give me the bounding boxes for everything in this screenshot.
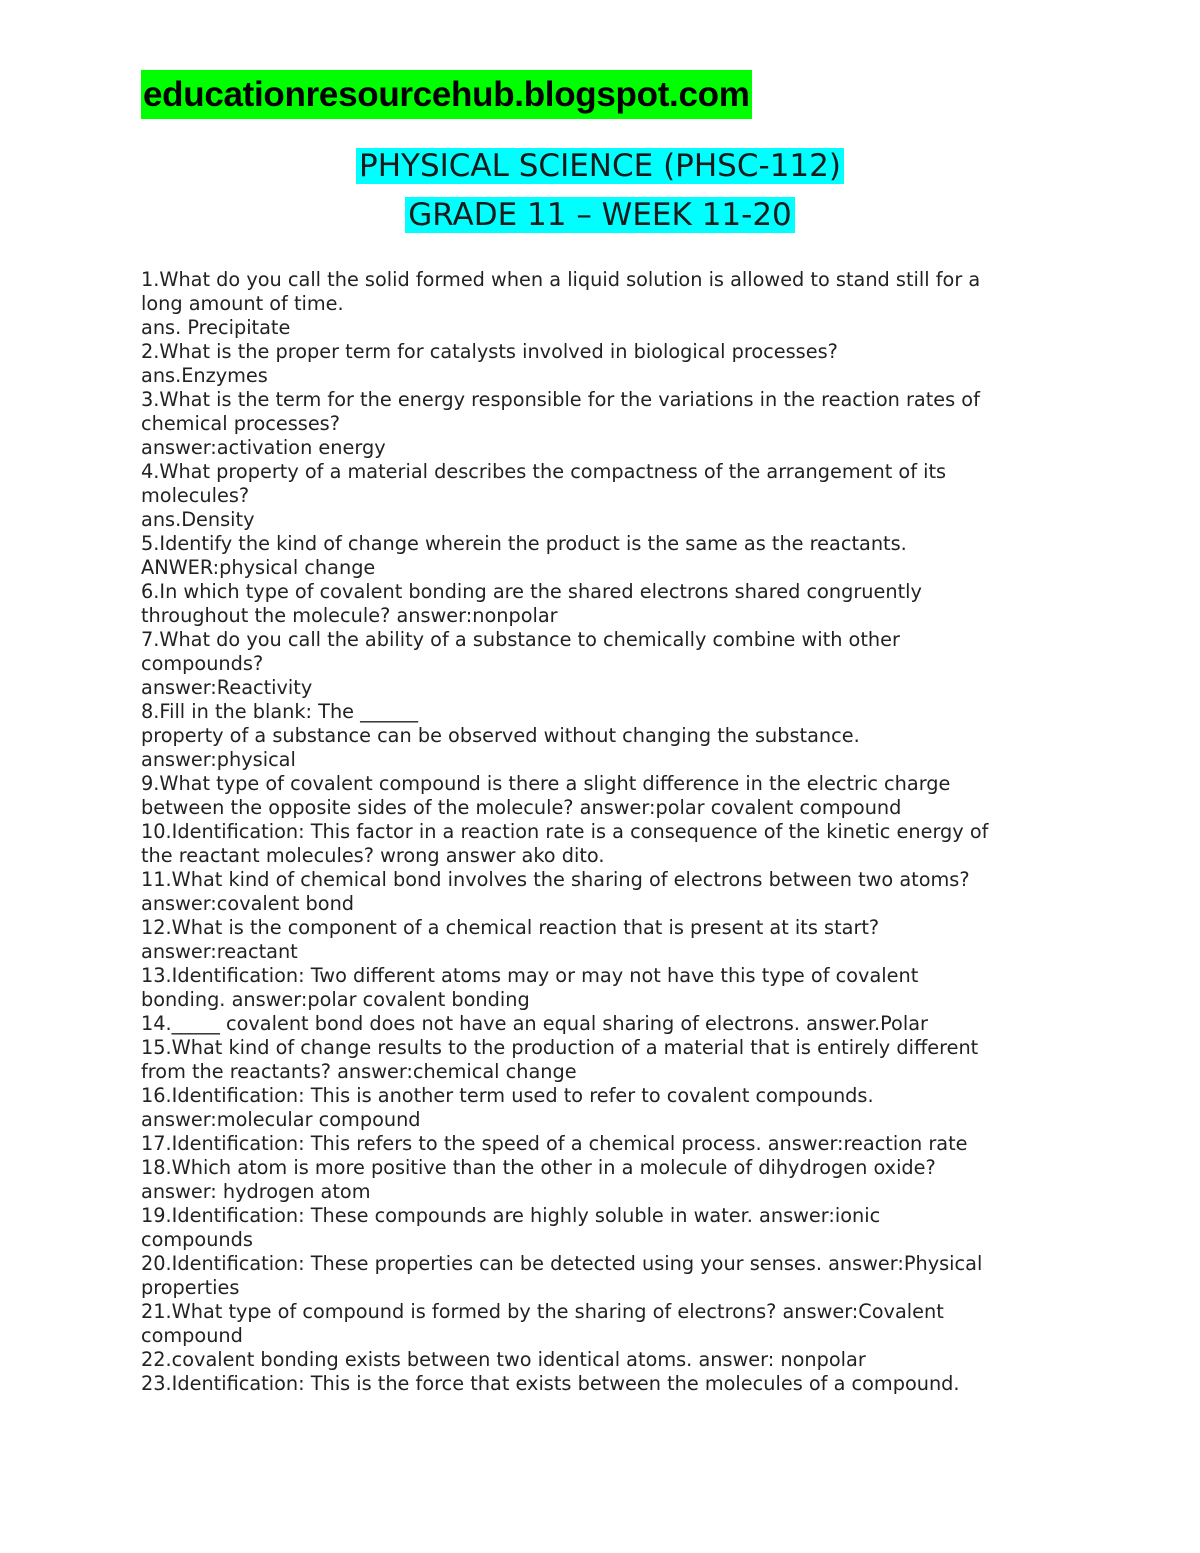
page-subtitle-text: GRADE 11 – WEEK 11-20	[405, 197, 795, 233]
text-line: compounds	[141, 1228, 253, 1251]
text-line: bonding. answer:polar covalent bonding	[141, 988, 530, 1011]
text-line: chemical processes?	[141, 412, 340, 435]
text-line: 9.What type of covalent compound is there a slight difference in the electric charge	[141, 772, 951, 795]
text-line: ans. Precipitate	[141, 316, 291, 339]
text-line: between the opposite sides of the molecule? answer:polar covalent compound	[141, 796, 902, 819]
text-line: answer:physical	[141, 748, 296, 771]
text-line: 7.What do you call the ability of a substance to chemically combine with other	[141, 628, 900, 651]
text-line: compound	[141, 1324, 243, 1347]
text-line: ANWER:physical change	[141, 556, 376, 579]
text-line: 22.covalent bonding exists between two identical atoms. answer: nonpolar	[141, 1348, 866, 1371]
text-line: 13.Identification: Two different atoms may or may not have this type of covalent	[141, 964, 919, 987]
text-line: 2.What is the proper term for catalysts involved in biological processes?	[141, 340, 838, 363]
text-line: 17.Identification: This refers to the speed of a chemical process. answer:reaction rate	[141, 1132, 968, 1155]
text-line: answer: hydrogen atom	[141, 1180, 371, 1203]
question-list	[141, 268, 1061, 1396]
text-line: molecules?	[141, 484, 250, 507]
text-line: 21.What type of compound is formed by the sharing of electrons? answer:Covalent	[141, 1300, 944, 1323]
text-line: 3.What is the term for the energy responsible for the variations in the reaction rates of	[141, 388, 980, 411]
text-line: 8.Fill in the blank: The ______	[141, 700, 419, 723]
text-line: property of a substance can be observed without changing the substance.	[141, 724, 860, 747]
text-line: 1.What do you call the solid formed when a liquid solution is allowed to stand still for a	[141, 268, 981, 291]
text-line: 20.Identification: These properties can be detected using your senses. answer:Physical	[141, 1252, 983, 1275]
page-subtitle	[0, 192, 1200, 238]
text-line: 19.Identification: These compounds are highly soluble in water. answer:ionic	[141, 1204, 881, 1227]
text-line: 12.What is the component of a chemical reaction that is present at its start?	[141, 916, 880, 939]
page-title-text: PHYSICAL SCIENCE (PHSC-112)	[356, 148, 844, 184]
text-line: answer:Reactivity	[141, 676, 313, 699]
site-url-banner: educationresourcehub.blogspot.com	[141, 70, 752, 119]
text-line: compounds?	[141, 652, 264, 675]
text-line: 15.What kind of change results to the production of a material that is entirely different	[141, 1036, 979, 1059]
text-line: throughout the molecule? answer:nonpolar	[141, 604, 558, 627]
text-line: 6.In which type of covalent bonding are the shared electrons shared congruently	[141, 580, 922, 603]
text-line: 4.What property of a material describes the compactness of the arrangement of its	[141, 460, 947, 483]
text-line: answer:reactant	[141, 940, 298, 963]
text-line: ans.Density	[141, 508, 255, 531]
text-line: 5.Identify the kind of change wherein the product is the same as the reactants.	[141, 532, 907, 555]
text-line: 14._____ covalent bond does not have an equal sharing of electrons. answer.Polar	[141, 1012, 928, 1035]
text-line: answer:covalent bond	[141, 892, 355, 915]
text-line: 10.Identification: This factor in a reaction rate is a consequence of the kinetic energy of	[141, 820, 989, 843]
text-line: answer:molecular compound	[141, 1108, 421, 1131]
text-line: properties	[141, 1276, 240, 1299]
text-line: 23.Identification: This is the force that exists between the molecules of a compound.	[141, 1372, 960, 1395]
page-title	[0, 143, 1200, 189]
text-line: 16.Identification: This is another term used to refer to covalent compounds.	[141, 1084, 874, 1107]
text-line: long amount of time.	[141, 292, 344, 315]
text-line: answer:activation energy	[141, 436, 386, 459]
text-line: 11.What kind of chemical bond involves the sharing of electrons between two atoms?	[141, 868, 970, 891]
text-line: 18.Which atom is more positive than the other in a molecule of dihydrogen oxide?	[141, 1156, 936, 1179]
text-line: the reactant molecules? wrong answer ako dito.	[141, 844, 605, 867]
text-line: from the reactants? answer:chemical change	[141, 1060, 577, 1083]
text-line: ans.Enzymes	[141, 364, 268, 387]
